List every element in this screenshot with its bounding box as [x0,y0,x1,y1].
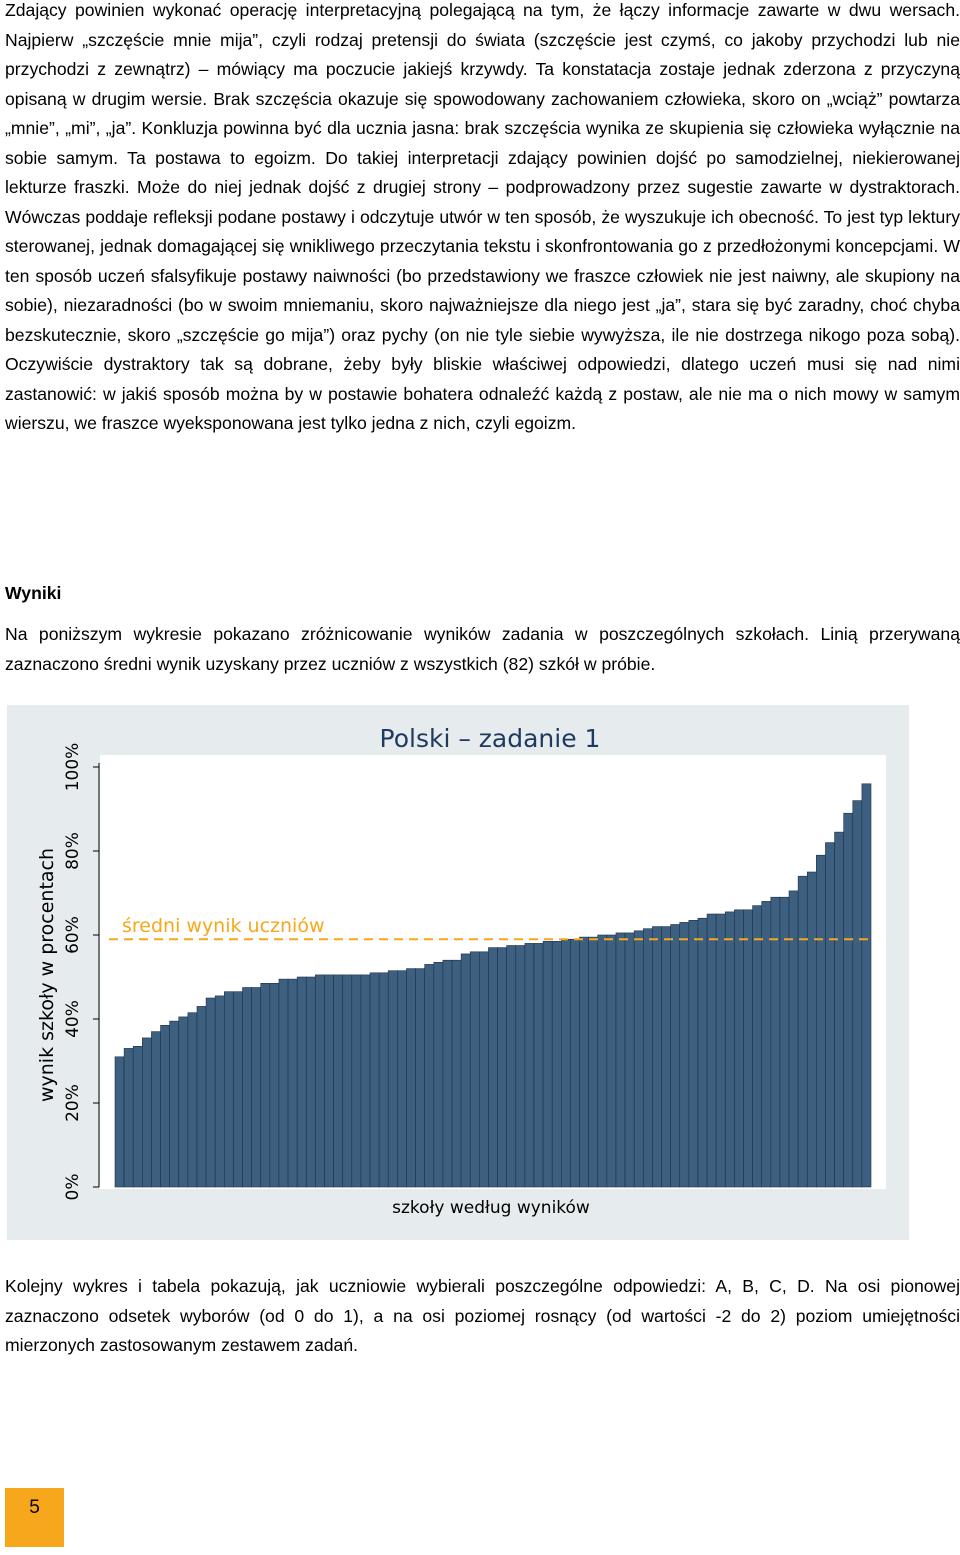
school-bar [243,988,252,1188]
school-bar [334,975,343,1187]
school-bar [634,931,643,1187]
school-bar [270,983,279,1187]
school-bar [443,960,452,1187]
school-bar [734,910,743,1187]
school-bar [252,988,261,1188]
y-tick-label: 40% [63,1000,83,1038]
school-bar [534,943,543,1187]
school-bar [825,843,834,1187]
school-bar [215,996,224,1187]
school-bar [434,962,443,1187]
school-bar [671,925,680,1188]
chart-svg [7,705,909,1240]
school-bar [498,948,507,1187]
school-bar [862,784,871,1187]
school-bar [279,979,288,1187]
school-bar [479,952,488,1187]
school-bar [261,983,270,1187]
school-bar [680,922,689,1187]
school-bar [488,948,497,1187]
school-bar [589,937,598,1187]
chart-title: Polski – zadanie 1 [379,724,601,753]
school-bar [452,960,461,1187]
school-bar [161,1025,170,1187]
school-bar [716,914,725,1187]
school-bar [188,1013,197,1187]
school-bar [771,897,780,1187]
mean-label: średni wynik uczniów [122,915,325,938]
school-bar [689,920,698,1187]
school-bar [343,975,352,1187]
school-bar [388,971,397,1187]
school-results-chart [7,705,909,1240]
page-number-badge [5,1488,64,1547]
school-bar [306,977,315,1187]
school-bar [406,969,415,1187]
school-bar [370,973,379,1187]
school-bar [662,927,671,1187]
school-bar [598,935,607,1187]
school-bar [580,937,589,1187]
school-bar [816,855,825,1187]
school-bar [297,977,306,1187]
results-paragraph: Na poniższym wykresie pokazano zróżnicowanie wyników zadania w poszczególnych szkołach. Linią przerywaną zaznaczono średni wynik uzyskany przez uczniów z wszystkich (82) szkół w próbie. [5,624,960,674]
school-bar [206,998,215,1187]
y-tick-label: 80% [63,832,83,870]
school-bar [561,939,570,1187]
school-bar [115,1057,124,1187]
school-bar [743,910,752,1187]
school-bar [525,943,534,1187]
y-axis-label: wynik szkoły w procentach [36,847,58,1103]
school-bar [570,939,579,1187]
school-bar [607,935,616,1187]
school-bar [352,975,361,1187]
school-bar [652,927,661,1187]
school-bar [461,954,470,1187]
y-tick-label: 100% [63,742,83,792]
school-bar [507,946,516,1188]
school-bar [707,914,716,1187]
school-bar [416,969,425,1187]
school-bar [133,1046,142,1187]
school-bar [844,813,853,1187]
school-bar [789,891,798,1187]
results-heading: Wyniki [5,583,62,603]
intro-paragraph: Zdający powinien wykonać operację interpretacyjną polegającą na tym, że łączy informacje zawarte w dwu wersach. Najpierw „szczęście mnie mija”, czyli rodzaj pretensji do świata (szczęście jest czymś, co jakoby przychodzi lub nie przychodzi z zewnątrz) – mówiący ma poczucie jakiejś krzywdy. Ta konstatacja zostaje jednak zderzona z przyczyną opisaną w drugim wersie. Brak szczęścia okazuje się spowodowany zachowaniem człowieka, skoro on „wciąż” powtarza „mnie”, „mi”, „ja”. Konkluzja powinna być dla ucznia jasna: brak szczęścia wynika ze skupienia się człowieka wyłącznie na sobie samym. Ta postawa to egoizm. Do takiej interpretacji zdający powinien dojść po samodzielnej, niekierowanej lekturze fraszki. Może do niej jednak dojść z drugiej strony – podprowadzony przez sugestie zawarte w dystraktorach. Wówczas poddaje refleksji podane postawy i odczytuje utwór w ten sposób, że wyszukuje ich obecność. To jest typ lektury sterowanej, jednak domagającej się wnikliwego przeczytania tekstu i skonfrontowania go z przedłożonymi koncepcjami. W ten sposób uczeń sfalsyfikuje postawy naiwności (bo przedstawiony we fraszce człowiek nie jest naiwny, ale skupiony na sobie), niezaradności (bo w swoim mniemaniu, skoro najważniejsze dla niego jest „ja”, stara się być zaradny, choć chyba bezskutecznie, skoro „szczęście go mija”) oraz pychy (on nie tyle siebie wywyższa, ile nie dostrzega nikogo poza sobą). Oczywiście dystraktory tak są dobrane, żeby były bliskie właściwej odpowiedzi, dlatego uczeń musi się nad nimi zastanowić: w jakiś sposób można by w postawie bohatera odnaleźć każdą z postaw, ale nie ma o nich mowy w samym wierszu, we fraszce wyeksponowana jest tylko jedna z nich, czyli egoizm. [5,0,960,433]
school-bar [853,801,862,1187]
school-bar [224,992,233,1187]
school-bar [543,941,552,1187]
school-bar [170,1021,179,1187]
school-bar [470,952,479,1187]
school-bar [197,1006,206,1187]
y-ticks [63,743,99,1201]
next-paragraph: Kolejny wykres i tabela pokazują, jak uczniowie wybierali poszczególne odpowiedzi: A, B, C, D. Na osi pionowej zaznaczono odsetek wyborów (od 0 do 1), a na osi poziomej rosnący (od wartości -2 do 2) poziom umiejętności mierzonych zastosowanym zestawem zadań. [5,1276,960,1355]
school-bar [807,872,816,1187]
school-bar [835,832,844,1187]
school-bar [753,906,762,1187]
school-bar [725,912,734,1187]
school-bar [179,1017,188,1187]
school-bar [233,992,242,1187]
school-bar [379,973,388,1187]
school-bar [288,979,297,1187]
school-bar [124,1048,133,1187]
y-tick-label: 20% [63,1084,83,1122]
school-bar [397,971,406,1187]
school-bar [798,876,807,1187]
school-bar [616,933,625,1187]
page-number: 5 [29,1497,40,1518]
school-bar [142,1038,151,1187]
school-bar [643,929,652,1187]
school-bar [315,975,324,1187]
school-bar [516,946,525,1188]
y-tick-label: 0% [63,1173,83,1201]
school-bar [552,941,561,1187]
school-bar [151,1032,160,1187]
school-bar [324,975,333,1187]
school-bar [698,918,707,1187]
y-tick-label: 60% [63,916,83,954]
x-axis-label: szkoły według wyników [392,1198,590,1218]
school-bar [625,933,634,1187]
school-bar [780,897,789,1187]
school-bar [762,901,771,1187]
school-bar [361,975,370,1187]
school-bar [425,964,434,1187]
